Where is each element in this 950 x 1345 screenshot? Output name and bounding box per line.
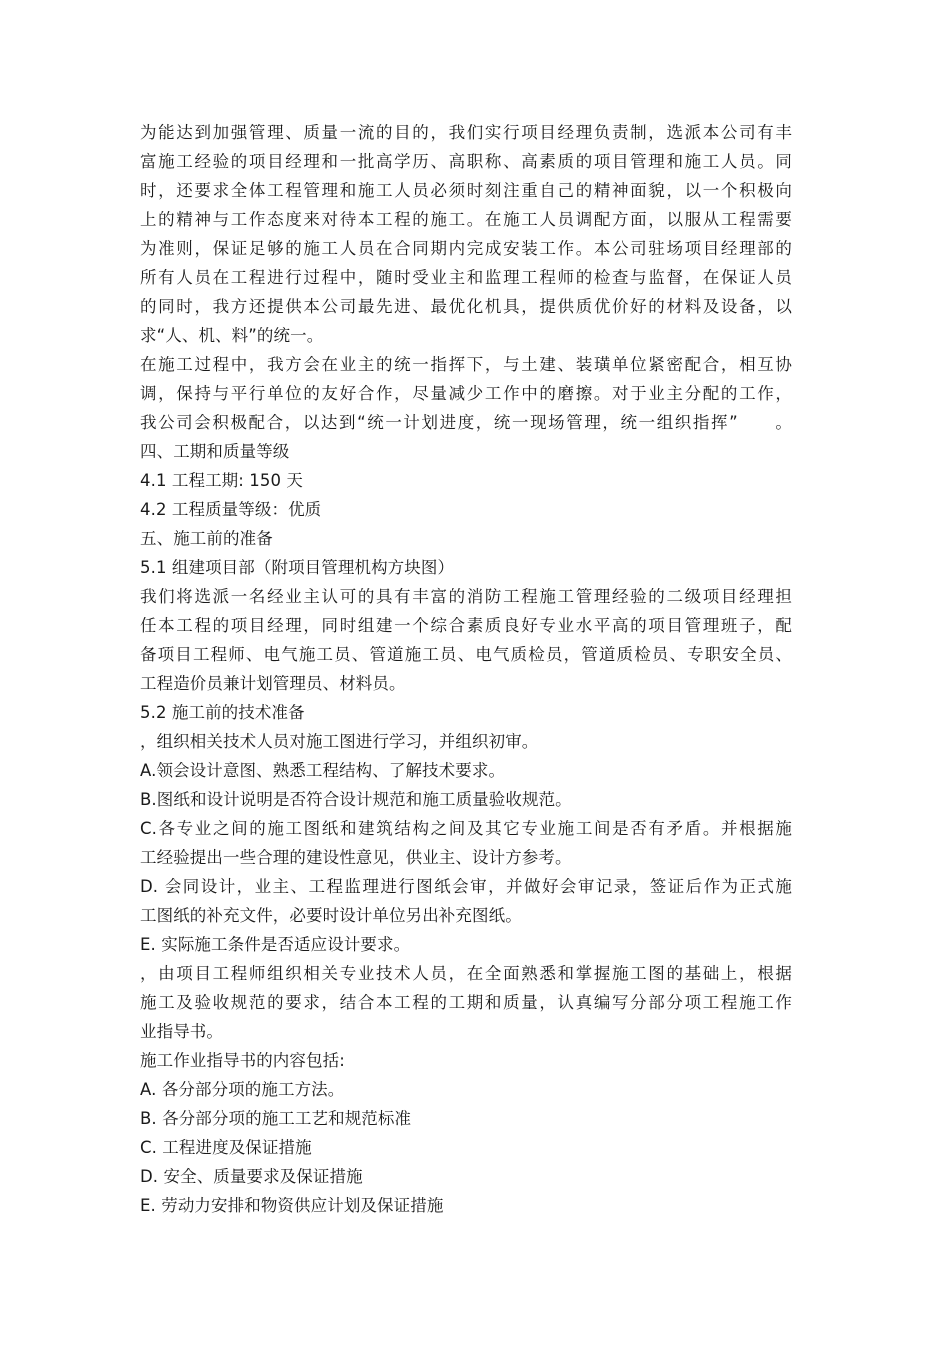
- text-line: 4.1 工程工期: 150 天: [140, 471, 304, 490]
- text-line: 五、施工前的准备: [140, 529, 273, 548]
- text-line: 4.2 工程质量等级：优质: [140, 500, 322, 519]
- text-line: 工程造价员兼计划管理员、材料员。: [140, 674, 406, 693]
- text-line: 在施工过程中，我方会在业主的统一指挥下，与土建、装璜单位紧密配合，相互协: [140, 355, 792, 374]
- text-line: B. 各分部分项的施工工艺和规范标准: [140, 1109, 412, 1128]
- text-line: 业指导书。: [140, 1022, 223, 1041]
- text-line: 施工及验收规范的要求，结合本工程的工期和质量，认真编写分部分项工程施工作: [140, 993, 792, 1012]
- text-line: 的同时，我方还提供本公司最先进、最优化机具，提供质优价好的材料及设备，以: [140, 297, 792, 316]
- text-line: 我们将选派一名经业主认可的具有丰富的消防工程施工管理经验的二级项目经理担: [140, 587, 792, 606]
- text-line: 时，还要求全体工程管理和施工人员必须时刻注重自己的精神面貌，以一个积极向: [140, 181, 792, 200]
- text-line: 为准则，保证足够的施工人员在合同期内完成安装工作。本公司驻场项目经理部的: [140, 239, 792, 258]
- text-line: 富施工经验的项目经理和一批高学历、高职称、高素质的项目管理和施工人员。同: [140, 152, 792, 171]
- text-line: A. 各分部分项的施工方法。: [140, 1080, 345, 1099]
- text-line: C.各专业之间的施工图纸和建筑结构之间及其它专业施工间是否有矛盾。并根据施: [140, 819, 792, 838]
- text-line: 我公司会积极配合，以达到“统一计划进度，统一现场管理，统一组织指挥” 。: [140, 413, 792, 432]
- text-line: D. 会同设计，业主、工程监理进行图纸会审，并做好会审记录，签证后作为正式施: [140, 877, 792, 896]
- text-line: ，组织相关技术人员对施工图进行学习，并组织初审。: [140, 732, 539, 751]
- text-line: 求“人、机、料”的统一。: [140, 326, 324, 345]
- text-line: 四、工期和质量等级: [140, 442, 290, 461]
- text-line: 任本工程的项目经理，同时组建一个综合素质良好专业水平高的项目管理班子，配: [140, 616, 792, 635]
- text-line: 上的精神与工作态度来对待本工程的施工。在施工人员调配方面，以服从工程需要: [140, 210, 792, 229]
- text-line: 工图纸的补充文件，必要时设计单位另出补充图纸。: [140, 906, 522, 925]
- text-line: 施工作业指导书的内容包括:: [140, 1051, 345, 1070]
- text-line: B.图纸和设计说明是否符合设计规范和施工质量验收规范。: [140, 790, 572, 809]
- text-line: E. 劳动力安排和物资供应计划及保证措施: [140, 1196, 444, 1215]
- document-body: [140, 118, 800, 1220]
- text-line: 所有人员在工程进行过程中，随时受业主和监理工程师的检查与监督，在保证人员: [140, 268, 792, 287]
- text-line: C. 工程进度及保证措施: [140, 1138, 312, 1157]
- text-line: ，由项目工程师组织相关专业技术人员，在全面熟悉和掌握施工图的基础上，根据: [140, 964, 792, 983]
- text-line: 为能达到加强管理、质量一流的目的，我们实行项目经理负责制，选派本公司有丰: [140, 123, 792, 142]
- text-line: A.领会设计意图、熟悉工程结构、了解技术要求。: [140, 761, 506, 780]
- text-line: D. 安全、质量要求及保证措施: [140, 1167, 363, 1186]
- text-line: 备项目工程师、电气施工员、管道施工员、电气质检员，管道质检员、专职安全员、: [140, 645, 792, 664]
- text-line: 5.1 组建项目部（附项目管理机构方块图）: [140, 558, 455, 577]
- text-line: 调，保持与平行单位的友好合作，尽量减少工作中的磨擦。对于业主分配的工作，: [140, 384, 792, 403]
- text-line: 5.2 施工前的技术准备: [140, 703, 305, 722]
- text-line: E. 实际施工条件是否适应设计要求。: [140, 935, 411, 954]
- text-line: 工经验提出一些合理的建设性意见，供业主、设计方参考。: [140, 848, 572, 867]
